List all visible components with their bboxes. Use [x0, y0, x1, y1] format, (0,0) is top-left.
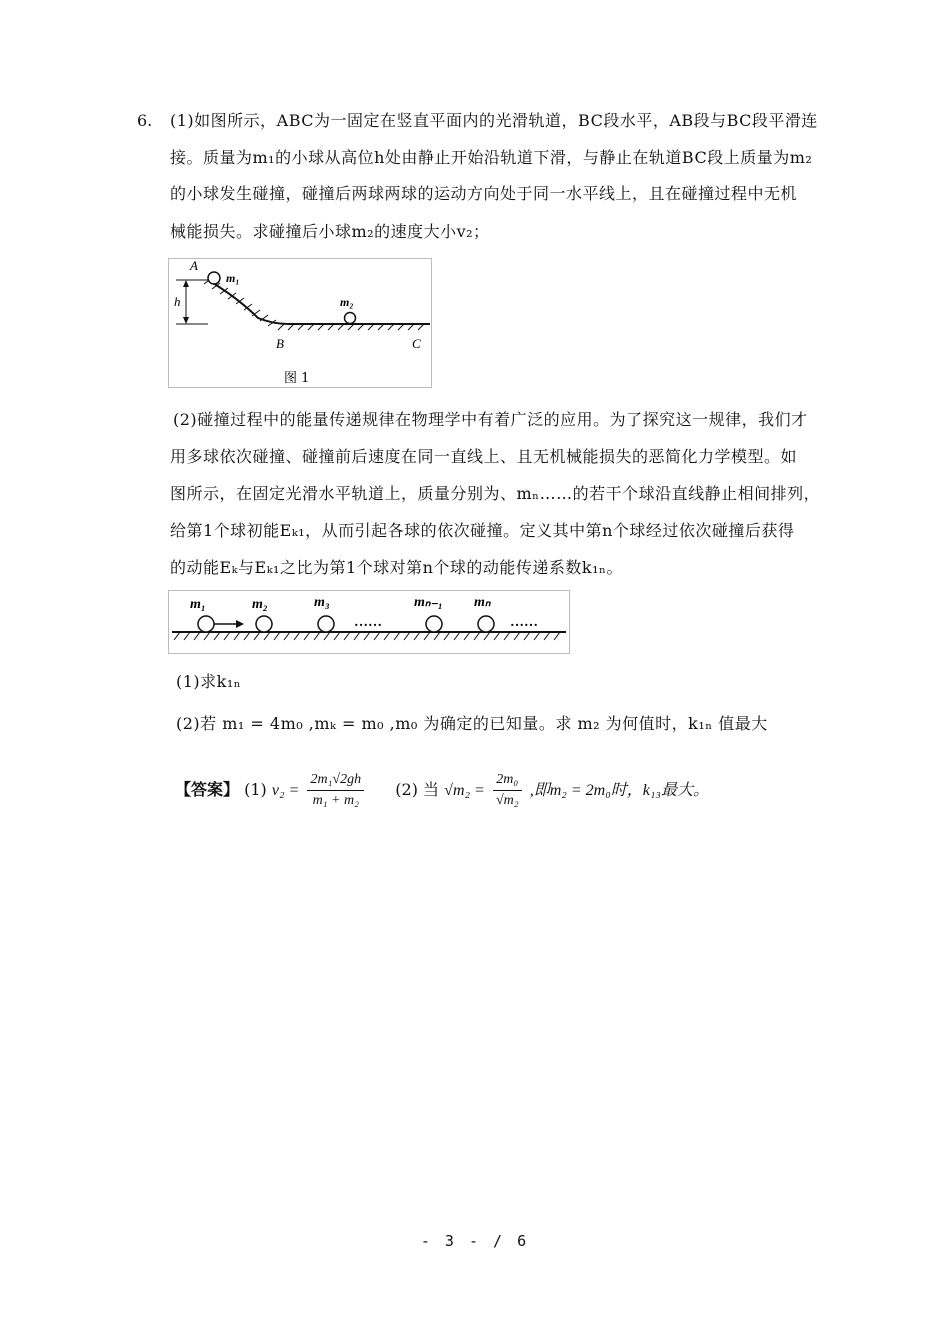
page-footer: - 3 - / 6: [420, 1232, 530, 1250]
answer-tag: 【答案】: [175, 780, 240, 799]
answer-part1-fraction: [307, 770, 364, 811]
part1-line-1: (1)如图所示，ABC为一固定在竖直平面内的光滑轨道，BC段水平，AB段与BC段平滑连: [170, 111, 818, 130]
sub-question-1: (1)求k₁ₙ: [176, 672, 242, 691]
ball-2: [256, 616, 272, 632]
part2-line-2: 用多球依次碰撞、碰撞前后速度在同一直线上、且无机械能损失的恶简化力学模型。如: [170, 447, 798, 466]
ball-n-minus-1: [426, 616, 442, 632]
fig2-label-mn: mₙ: [474, 595, 491, 610]
answer-part2-suffix: ,即m₂ = 2m₀时，k₁₃最大。: [529, 782, 709, 799]
figure-1-caption: 图 1: [284, 371, 310, 386]
answer-part1-denominator: m₁ + m₂: [312, 793, 359, 808]
answer-part2-lhs: √m₂ =: [444, 782, 485, 799]
label-m2: m₂: [340, 295, 354, 309]
ball-3: [318, 616, 334, 632]
answer: [175, 770, 709, 811]
label-B: B: [276, 336, 284, 351]
answer-part1-prefix: (1): [244, 780, 267, 799]
label-A: A: [190, 258, 198, 273]
answer-part2-prefix: (2) 当: [395, 780, 440, 799]
part1-line-3: 的小球发生碰撞，碰撞后两球两球的运动方向处于同一水平线上，且在碰撞过程中无机: [170, 184, 798, 203]
question-number: 6.: [137, 111, 153, 130]
label-C: C: [412, 336, 421, 351]
part2-line-4: 给第1个球初能Eₖ₁，从而引起各球的依次碰撞。定义其中第n个球经过依次碰撞后获得: [170, 521, 795, 540]
fig2-label-mn-1: mₙ₋₁: [414, 595, 443, 610]
part1-line-2: 接。质量为m₁的小球从高位h处由静止开始沿轨道下滑，与静止在轨道BC段上质量为m₂: [170, 148, 813, 167]
answer-part2-numerator: 2m₀: [493, 770, 522, 791]
figure-2-ball-row: [168, 590, 570, 654]
fig2-label-m1: m₁: [190, 597, 206, 612]
answer-part1-lhs: v₂ =: [271, 782, 300, 799]
fig2-label-m3: m₃: [314, 595, 330, 610]
part2-line-5: 的动能Eₖ与Eₖ₁之比为第1个球对第n个球的动能传递系数k₁ₙ。: [170, 558, 623, 577]
sub-question-2: (2)若 m₁ = 4m₀ ,mₖ = m₀ ,m₀ 为确定的已知量。求 m₂ 为何值时，k₁ₙ 值最大: [176, 714, 768, 733]
answer-part1-numerator: 2m₁√2gh: [307, 770, 364, 791]
fig2-dots-1: ……: [354, 615, 382, 630]
fig2-dots-2: ……: [510, 615, 538, 630]
answer-part2-denominator: √m₂: [495, 793, 519, 808]
ball-n: [478, 616, 494, 632]
label-h: h: [174, 294, 181, 309]
figure-1-track-diagram: [168, 258, 432, 388]
part2-line-1: (2)碰撞过程中的能量传递规律在物理学中有着广泛的应用。为了探究这一规律，我们才: [173, 410, 808, 429]
part2-line-3: 图所示，在固定光滑水平轨道上，质量分别为、mₙ……的若干个球沿直线静止相间排列，: [170, 484, 821, 503]
answer-part2-fraction: [493, 770, 522, 811]
ball-1: [198, 616, 214, 632]
ball-m1: [208, 272, 220, 284]
ball-m2: [345, 313, 356, 324]
label-m1: m₁: [226, 271, 240, 285]
part1-line-4: 械能损失。求碰撞后小球m₂的速度大小v₂；: [170, 222, 490, 241]
fig2-label-m2: m₂: [252, 597, 268, 612]
